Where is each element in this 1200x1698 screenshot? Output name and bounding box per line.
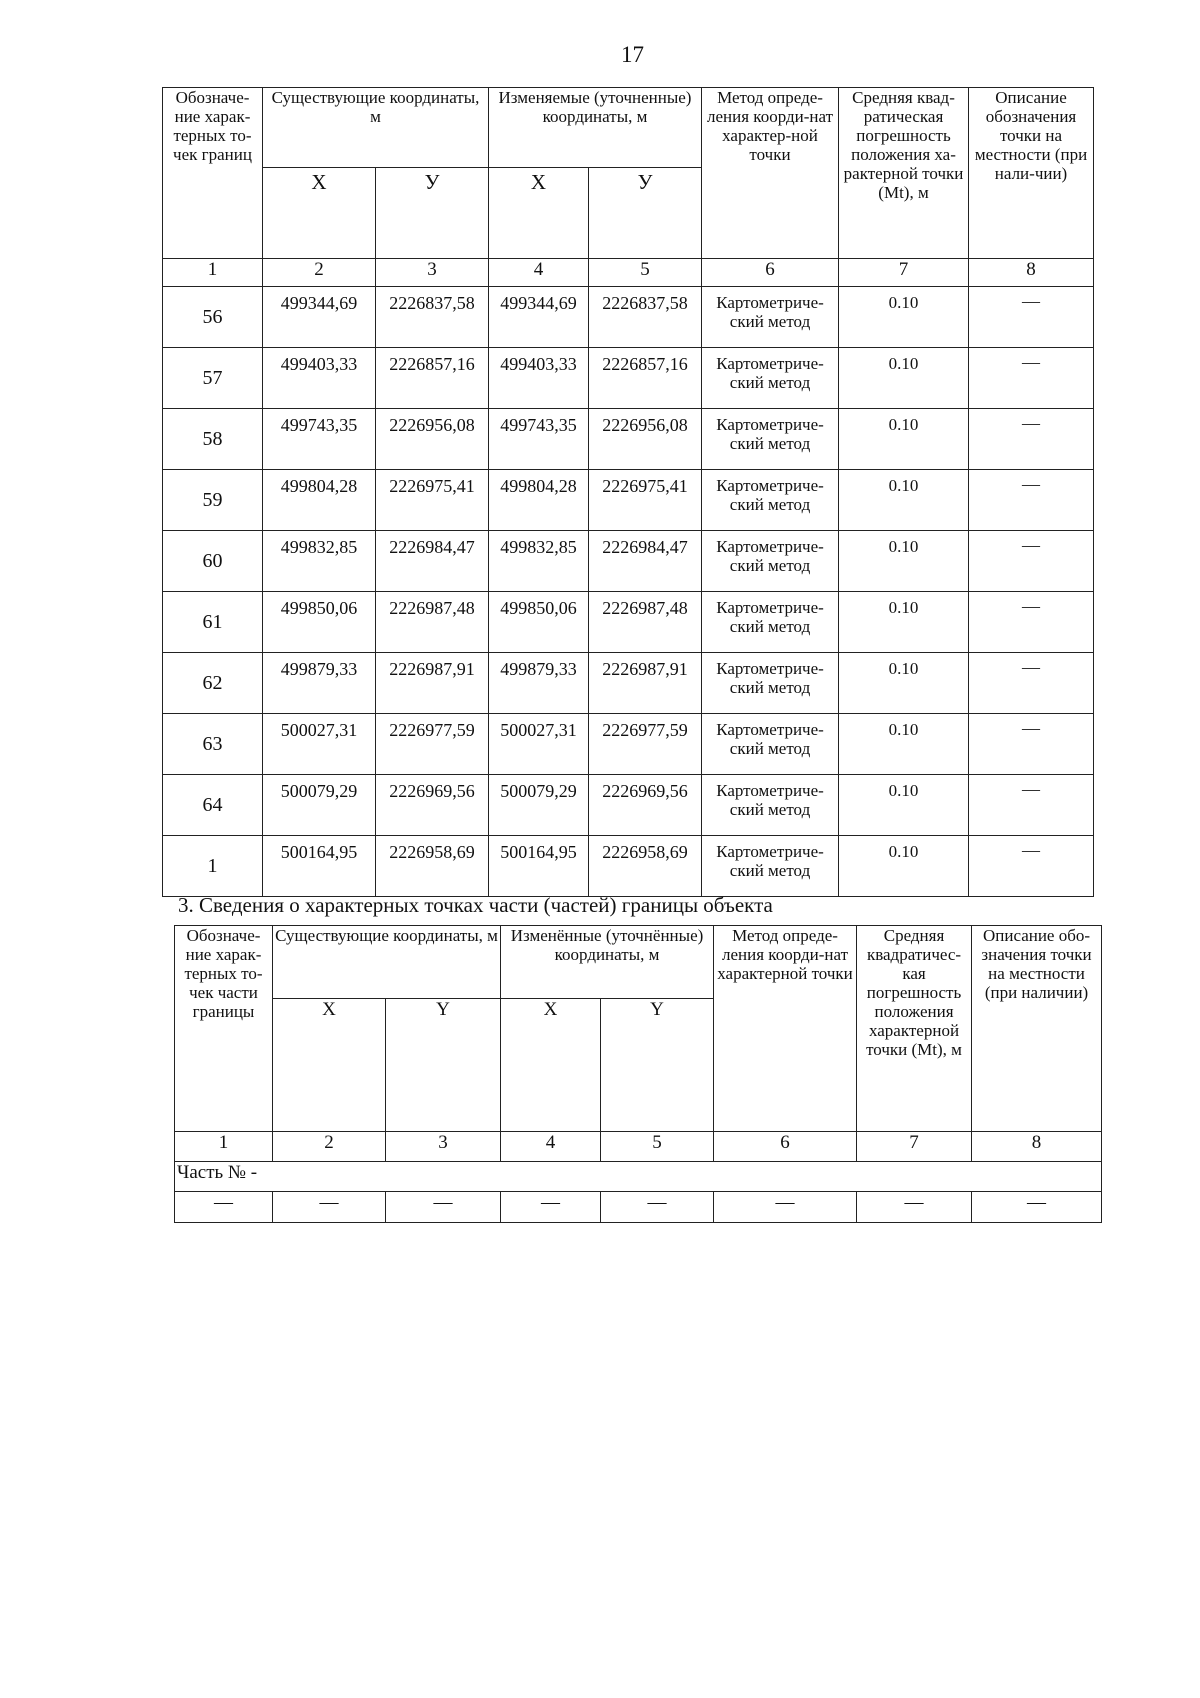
table-row xyxy=(163,348,1094,409)
existing-x: 500079,29 xyxy=(263,775,376,836)
existing-y: 2226987,48 xyxy=(376,592,489,653)
existing-x: 500164,95 xyxy=(263,836,376,897)
part-boundary-points-table xyxy=(174,925,1102,1223)
page-number: 17 xyxy=(621,42,644,67)
point-description: — xyxy=(969,348,1094,409)
table-row xyxy=(163,531,1094,592)
col-number: 7 xyxy=(857,1132,972,1162)
method: Картометриче-ский метод xyxy=(702,714,839,775)
existing-x: 499804,28 xyxy=(263,470,376,531)
header-existing-coords: Существующие координаты, м xyxy=(263,88,489,168)
col-number: 1 xyxy=(175,1132,273,1162)
mt-error: 0.10 xyxy=(839,348,969,409)
point-id: 1 xyxy=(163,836,263,897)
part-row xyxy=(175,1162,1102,1192)
existing-y: 2226969,56 xyxy=(376,775,489,836)
changed-x: 499403,33 xyxy=(489,348,589,409)
mt-error: 0.10 xyxy=(839,836,969,897)
header-row xyxy=(163,88,1094,168)
col-number: 6 xyxy=(714,1132,857,1162)
existing-y: 2226956,08 xyxy=(376,409,489,470)
changed-x: 499832,85 xyxy=(489,531,589,592)
mt-error: 0.10 xyxy=(839,592,969,653)
col-number: 5 xyxy=(601,1132,714,1162)
point-id: 59 xyxy=(163,470,263,531)
table-row xyxy=(163,775,1094,836)
point-description: — xyxy=(969,653,1094,714)
empty-value-dash: — xyxy=(273,1192,386,1223)
empty-value-dash: — xyxy=(714,1192,857,1223)
empty-value-dash: — xyxy=(972,1192,1102,1223)
col-number: 3 xyxy=(386,1132,501,1162)
existing-y: 2226837,58 xyxy=(376,287,489,348)
mt-error: 0.10 xyxy=(839,775,969,836)
changed-x: 499879,33 xyxy=(489,653,589,714)
point-description: — xyxy=(969,409,1094,470)
existing-y: 2226975,41 xyxy=(376,470,489,531)
header-description: Описание обозначения точки на местности (при нали-чии) xyxy=(969,88,1094,259)
mt-error: 0.10 xyxy=(839,714,969,775)
point-id: 64 xyxy=(163,775,263,836)
header-designation: Обозначе-ние харак-терных то-чек части границы xyxy=(175,926,273,1132)
existing-x: 499403,33 xyxy=(263,348,376,409)
changed-y: 2226987,91 xyxy=(589,653,702,714)
changed-x: 499743,35 xyxy=(489,409,589,470)
col-number: 2 xyxy=(273,1132,386,1162)
changed-x: 500164,95 xyxy=(489,836,589,897)
mt-error: 0.10 xyxy=(839,470,969,531)
point-description: — xyxy=(969,531,1094,592)
empty-value-dash: — xyxy=(601,1192,714,1223)
header-existing-coords: Существующие координаты, м xyxy=(273,926,501,999)
boundary-points-table xyxy=(162,87,1094,897)
method: Картометриче-ский метод xyxy=(702,653,839,714)
header-method: Метод опреде-ления коорди-нат характер-ной точки xyxy=(702,88,839,259)
col-number: 3 xyxy=(376,259,489,287)
table-row xyxy=(163,836,1094,897)
col-number: 5 xyxy=(589,259,702,287)
point-description: — xyxy=(969,836,1094,897)
header-error: Средняя квадратичес-кая погрешность положения характерной точки (Mt), м xyxy=(857,926,972,1132)
existing-x: 499879,33 xyxy=(263,653,376,714)
changed-x: 499804,28 xyxy=(489,470,589,531)
col-number: 1 xyxy=(163,259,263,287)
part-label: Часть № - xyxy=(175,1162,1102,1192)
mt-error: 0.10 xyxy=(839,653,969,714)
table-row xyxy=(175,1192,1102,1223)
changed-x: 499344,69 xyxy=(489,287,589,348)
header-error: Средняя квад-ратическая погрешность положения ха-рактерной точки (Mt), м xyxy=(839,88,969,259)
col-number: 4 xyxy=(489,259,589,287)
point-id: 62 xyxy=(163,653,263,714)
point-id: 56 xyxy=(163,287,263,348)
point-description: — xyxy=(969,287,1094,348)
existing-x: 499832,85 xyxy=(263,531,376,592)
existing-x: 499743,35 xyxy=(263,409,376,470)
changed-y: 2226975,41 xyxy=(589,470,702,531)
point-id: 57 xyxy=(163,348,263,409)
changed-y: 2226958,69 xyxy=(589,836,702,897)
header-x: X xyxy=(273,999,386,1132)
header-y2: Y xyxy=(601,999,714,1132)
changed-y: 2226984,47 xyxy=(589,531,702,592)
existing-x: 499850,06 xyxy=(263,592,376,653)
col-number: 2 xyxy=(263,259,376,287)
mt-error: 0.10 xyxy=(839,287,969,348)
changed-y: 2226837,58 xyxy=(589,287,702,348)
section-3-title: 3. Сведения о характерных точках части (частей) границы объекта xyxy=(178,893,773,917)
col-number: 8 xyxy=(969,259,1094,287)
header-method: Метод опреде-ления коорди-нат характерной точки xyxy=(714,926,857,1132)
table-row xyxy=(163,714,1094,775)
mt-error: 0.10 xyxy=(839,409,969,470)
header-y: Y xyxy=(386,999,501,1132)
point-id: 61 xyxy=(163,592,263,653)
existing-y: 2226984,47 xyxy=(376,531,489,592)
col-number: 8 xyxy=(972,1132,1102,1162)
existing-x: 499344,69 xyxy=(263,287,376,348)
column-number-row xyxy=(163,259,1094,287)
header-changed-coords: Изменяемые (уточненные) координаты, м xyxy=(489,88,702,168)
changed-x: 500027,31 xyxy=(489,714,589,775)
table-row xyxy=(163,653,1094,714)
empty-value-dash: — xyxy=(857,1192,972,1223)
mt-error: 0.10 xyxy=(839,531,969,592)
method: Картометриче-ский метод xyxy=(702,409,839,470)
changed-y: 2226987,48 xyxy=(589,592,702,653)
existing-y: 2226987,91 xyxy=(376,653,489,714)
point-description: — xyxy=(969,714,1094,775)
table-row xyxy=(163,592,1094,653)
header-x: Х xyxy=(263,168,376,259)
point-id: 63 xyxy=(163,714,263,775)
existing-y: 2226977,59 xyxy=(376,714,489,775)
changed-x: 500079,29 xyxy=(489,775,589,836)
header-designation: Обозначе-ние харак-терных то-чек границ xyxy=(163,88,263,259)
method: Картометриче-ский метод xyxy=(702,348,839,409)
changed-x: 499850,06 xyxy=(489,592,589,653)
point-description: — xyxy=(969,592,1094,653)
empty-value-dash: — xyxy=(386,1192,501,1223)
col-number: 4 xyxy=(501,1132,601,1162)
table-row xyxy=(163,409,1094,470)
header-x2: X xyxy=(501,999,601,1132)
existing-y: 2226958,69 xyxy=(376,836,489,897)
header-y: У xyxy=(376,168,489,259)
changed-y: 2226969,56 xyxy=(589,775,702,836)
empty-value-dash: — xyxy=(175,1192,273,1223)
header-row xyxy=(175,926,1102,999)
empty-value-dash: — xyxy=(501,1192,601,1223)
existing-y: 2226857,16 xyxy=(376,348,489,409)
point-id: 60 xyxy=(163,531,263,592)
changed-y: 2226956,08 xyxy=(589,409,702,470)
table-row xyxy=(163,287,1094,348)
header-description: Описание обо-значения точки на местности (при наличии) xyxy=(972,926,1102,1132)
method: Картометриче-ский метод xyxy=(702,836,839,897)
method: Картометриче-ский метод xyxy=(702,531,839,592)
changed-y: 2226977,59 xyxy=(589,714,702,775)
col-number: 7 xyxy=(839,259,969,287)
col-number: 6 xyxy=(702,259,839,287)
point-description: — xyxy=(969,775,1094,836)
table-row xyxy=(163,470,1094,531)
point-description: — xyxy=(969,470,1094,531)
point-id: 58 xyxy=(163,409,263,470)
method: Картометриче-ский метод xyxy=(702,287,839,348)
changed-y: 2226857,16 xyxy=(589,348,702,409)
existing-x: 500027,31 xyxy=(263,714,376,775)
header-changed-coords: Изменённые (уточнённые) координаты, м xyxy=(501,926,714,999)
method: Картометриче-ский метод xyxy=(702,592,839,653)
header-x2: Х xyxy=(489,168,589,259)
method: Картометриче-ский метод xyxy=(702,470,839,531)
column-number-row xyxy=(175,1132,1102,1162)
method: Картометриче-ский метод xyxy=(702,775,839,836)
header-y2: У xyxy=(589,168,702,259)
